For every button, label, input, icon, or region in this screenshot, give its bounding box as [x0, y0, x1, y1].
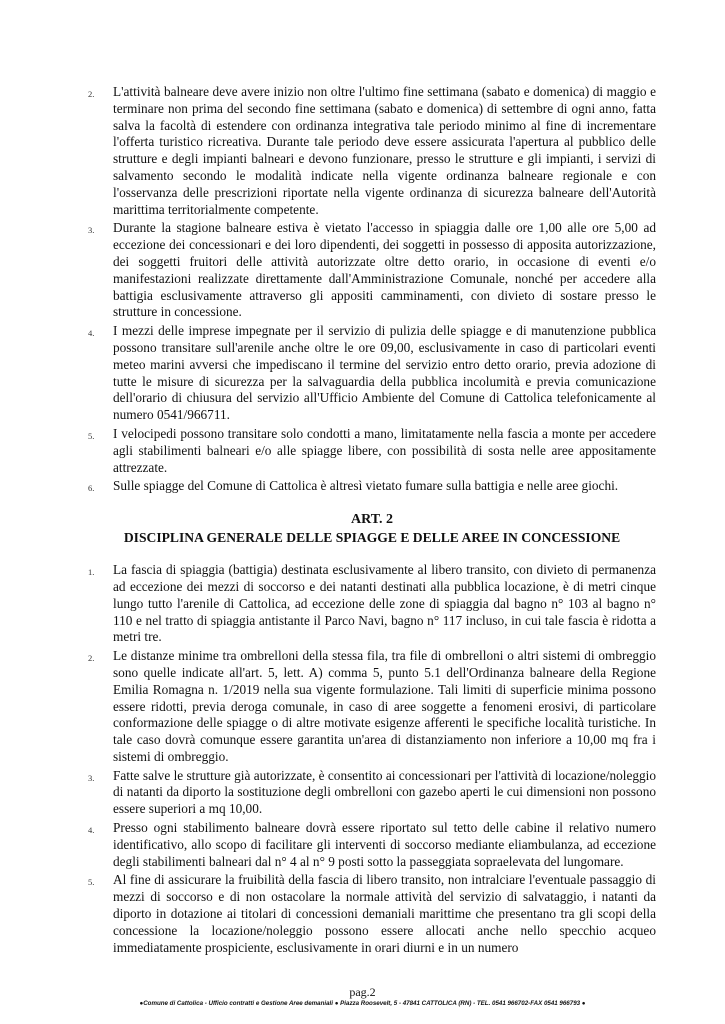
article-title: DISCIPLINA GENERALE DELLE SPIAGGE E DELLE AREE IN CONCESSIONE [123, 530, 621, 546]
item-number: 2. [88, 89, 95, 99]
item-number: 4. [88, 825, 95, 836]
list-item [88, 562, 656, 646]
item-number: 6. [88, 483, 95, 494]
item-number: 5. [88, 430, 95, 441]
item-number: 5. [88, 877, 95, 888]
list-art1-continued [88, 84, 656, 495]
list-item [88, 872, 656, 956]
item-text: La fascia di spiaggia (battigia) destinata esclusivamente al libero transito, con divieto di permanenza ad eccezione dei mezzi di soccorso e dei natanti destinati alla pubblica locazione, è di metri cinque lungo tutto l'arenile di Cattolica, ad eccezione delle zone di spiaggia dal bagno n° 103 al bagno n° 110 e nel tratto di spiaggia antistante il Parco Navi, bagno n° 117 incluso, in cui tale fascia è ridotta a metri tre. [113, 562, 656, 645]
article-number: ART. 2 [350, 512, 394, 528]
document-body [88, 84, 656, 958]
item-number: 1. [88, 567, 95, 578]
list-item [88, 323, 656, 424]
item-number: 4. [88, 328, 95, 339]
list-item [88, 426, 656, 476]
item-text: L'attività balneare deve avere inizio non oltre l'ultimo fine settimana (sabato e domenica) di maggio e terminare non prima del secondo fine settimana (sabato e domenica) di settembre di ogni anno, fatta salva la facoltà di estendere con ordinanza integrativa tale periodo minimo al fine di incrementare l'offerta turistico ricreativa. Durante tale periodo deve essere assicurata l'apertura al pubblico delle strutture e degli impianti balneari e devono funzionare, presso le strutture e gli impianti, i servizi di salvamento secondo le modalità indicate nella vigente ordinanza balneare regionale e con l'osservanza delle prescrizioni riportate nella vigente ordinanza di sicurezza balneare dell'Autorità marittima territorialmente competente. [113, 84, 656, 217]
item-text: I velocipedi possono transitare solo condotti a mano, limitatamente nella fascia a monte per accedere agli stabilimenti balneari e/o alle spiagge libere, con possibilità di sosta nelle aree appositamente attrezzate. [113, 425, 656, 475]
list-art2 [88, 562, 656, 956]
footer-address: ●Comune di Cattolica - Ufficio contratti e Gestione Aree demaniali ● Piazza Roosevelt, 5 - 47841 CATTOLICA (RN) - TEL. 0541 966702-FAX 0541 966793 ● [139, 1000, 586, 1007]
item-number: 2. [88, 653, 95, 664]
item-text: Fatte salve le strutture già autorizzate, è consentito ai concessionari per l'attività di locazione/noleggio di natanti da diporto la sostituzione degli ombrelloni con gazebo aperti le cui dimensioni non possono essere superiori a mq 10,00. [113, 767, 656, 817]
page-number: pag.2 [349, 985, 376, 999]
list-item [88, 648, 656, 766]
list-item [88, 478, 656, 495]
list-item [88, 768, 656, 818]
item-text: I mezzi delle imprese impegnate per il servizio di pulizia delle spiagge e di manutenzione pubblica possono transitare sull'arenile anche oltre le ore 09,00, esclusivamente in caso di particolari eventi meteo marini avversi che impediscano il termine del servizio entro detto orario, previa adozione di tutte le misure di sicurezza per la salvaguardia della pubblica incolumità e previa comunicazione dell'orario di chiusura del servizio all'Ufficio Ambiente del Comune di Cattolica telefonicamente al numero 0541/966711. [113, 323, 656, 423]
item-text: Durante la stagione balneare estiva è vietato l'accesso in spiaggia dalle ore 1,00 alle ore 5,00 ad eccezione dei concessionari e dei loro dipendenti, dei soggetti in possesso di apposita autorizzazione, dei soggetti fruitori delle attività autorizzate oltre detto orario, in occasione di eventi e/o manifestazioni realizzate direttamente dall'Amministrazione Comunale, nonché per accedere alla battigia esclusivamente attraverso gli appositi camminamenti, con divieto di sostare presso le strutture in concessione. [113, 220, 656, 320]
item-number: 3. [88, 225, 95, 236]
item-text: Sulle spiagge del Comune di Cattolica è altresì vietato fumare sulla battigia e nelle aree giochi. [113, 478, 619, 494]
item-text: Presso ogni stabilimento balneare dovrà essere riportato sul tetto delle cabine il relativo numero identificativo, allo scopo di facilitare gli interventi di soccorso mediante eliambulanza, ad eccezione degli stabilimenti balneari dal n° 4 al n° 9 posti sotto la passeggiata sopraelevata del lungomare. [113, 820, 656, 869]
item-number: 3. [88, 772, 95, 783]
list-item [88, 820, 656, 870]
list-item [88, 220, 656, 321]
list-item [88, 84, 656, 218]
item-text: Le distanze minime tra ombrelloni della stessa fila, tra file di ombrelloni o altri sistemi di ombreggio sono quelle indicate all'art. 5, lett. A) comma 5, punto 5.1 dell'Ordinanza balneare della Regione Emilia Romagna n. 1/2019 nella sua vigente formulazione. Tali limiti di superficie minima possono essere ridotti, previa deroga comunale, in caso di aree soggette a fenomeni erosivi, di particolare conformazione delle spiagge o di altre motivate esigenze afferenti le specifiche località turistiche. In tale caso dovrà comunque essere garantita un'area di distanziamento non inferiore a 10,00 mq fra i sistemi di ombreggio. [113, 648, 656, 764]
item-text: Al fine di assicurare la fruibilità della fascia di libero transito, non intralciare l'eventuale passaggio di mezzi di soccorso e di non ostacolare la normale attività del servizio di salvataggio, i natanti da diporto in dotazione ai titolari di concessioni demaniali marittime che presentano tra gli scopi della concessione la locazione/noleggio possono essere allocati anche nello specchio acqueo immediatamente prospiciente, esclusivamente in orari diurni e in un numero [113, 872, 656, 955]
